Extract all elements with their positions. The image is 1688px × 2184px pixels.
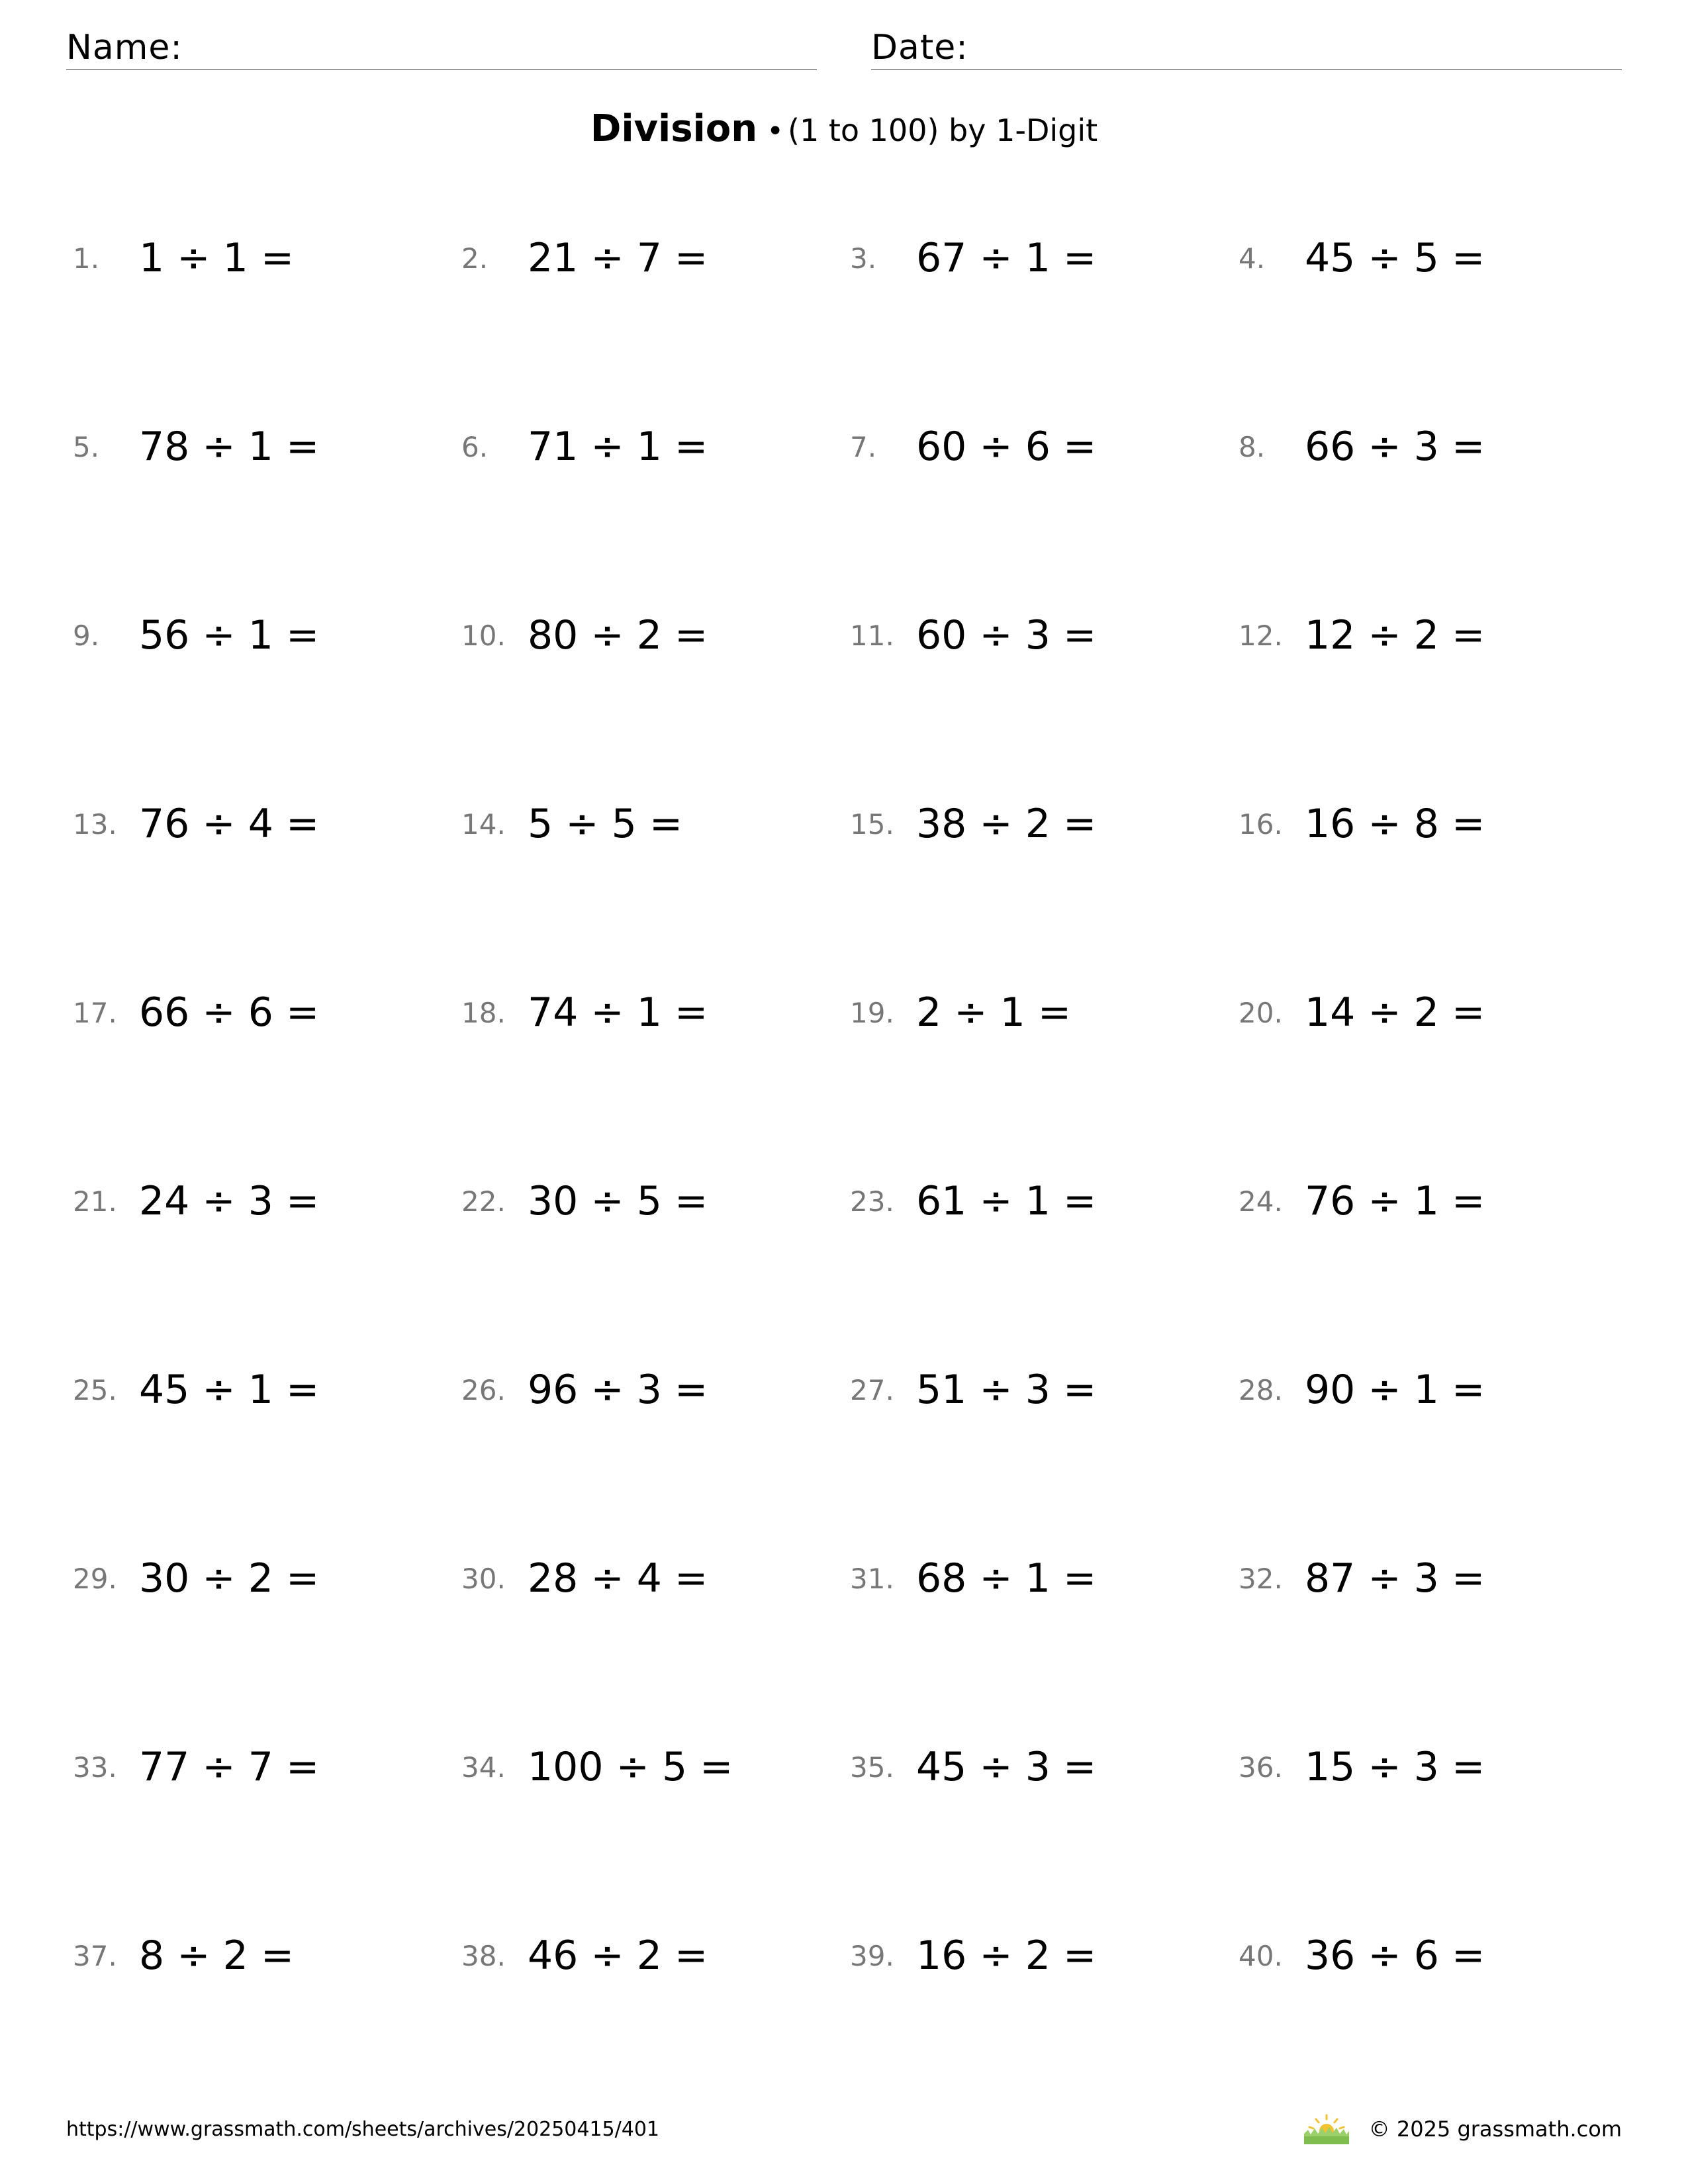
problem-expression: 80 ÷ 2 = — [528, 612, 708, 659]
copyright-text: © 2025 grassmath.com — [1368, 2116, 1622, 2142]
name-field[interactable] — [66, 24, 817, 70]
problem-number: 23. — [850, 1185, 894, 1218]
problem-item — [850, 414, 1239, 480]
problem-expression: 30 ÷ 5 = — [528, 1178, 708, 1224]
problem-number: 7. — [850, 430, 877, 463]
problem-number: 8. — [1239, 430, 1266, 463]
problem-expression: 12 ÷ 2 = — [1305, 612, 1485, 659]
problem-expression: 21 ÷ 7 = — [528, 235, 708, 281]
problem-expression: 45 ÷ 3 = — [916, 1744, 1097, 1790]
problem-item — [850, 1357, 1239, 1423]
problem-item — [461, 791, 850, 857]
problem-item — [73, 979, 461, 1046]
problem-expression: 71 ÷ 1 = — [528, 424, 708, 470]
problem-number: 36. — [1239, 1751, 1283, 1784]
problem-item — [73, 225, 461, 291]
problem-expression: 87 ÷ 3 = — [1305, 1555, 1485, 1602]
problem-number: 9. — [73, 619, 100, 652]
problem-number: 29. — [73, 1562, 117, 1595]
problem-expression: 56 ÷ 1 = — [139, 612, 320, 659]
footer-brand — [1303, 2113, 1622, 2146]
problem-number: 30. — [461, 1562, 506, 1595]
problem-expression: 66 ÷ 3 = — [1305, 424, 1485, 470]
problem-number: 33. — [73, 1751, 117, 1784]
problem-item — [850, 225, 1239, 291]
title-main: Division — [590, 107, 758, 150]
problem-grid — [73, 225, 1628, 2118]
problem-item — [1239, 791, 1627, 857]
problem-item — [1239, 1168, 1627, 1234]
problem-expression: 24 ÷ 3 = — [139, 1178, 320, 1224]
problem-expression: 77 ÷ 7 = — [139, 1744, 320, 1790]
footer-url: https://www.grassmath.com/sheets/archives/20250415/401 — [66, 2118, 660, 2141]
problem-expression: 36 ÷ 6 = — [1305, 1933, 1485, 1979]
problem-number: 28. — [1239, 1373, 1283, 1406]
problem-expression: 15 ÷ 3 = — [1305, 1744, 1485, 1790]
problem-number: 3. — [850, 242, 877, 275]
problem-expression: 14 ÷ 2 = — [1305, 989, 1485, 1036]
problem-expression: 60 ÷ 3 = — [916, 612, 1097, 659]
problem-number: 21. — [73, 1185, 117, 1218]
problem-number: 6. — [461, 430, 489, 463]
worksheet-title — [0, 106, 1688, 161]
date-field[interactable] — [871, 24, 1622, 70]
problem-item — [1239, 1923, 1627, 1989]
problem-item — [1239, 1357, 1627, 1423]
problem-expression: 45 ÷ 1 = — [139, 1367, 320, 1413]
problem-expression: 66 ÷ 6 = — [139, 989, 320, 1036]
problem-expression: 30 ÷ 2 = — [139, 1555, 320, 1602]
problem-item — [73, 1545, 461, 1612]
problem-number: 14. — [461, 807, 506, 841]
problem-item — [461, 1357, 850, 1423]
problem-expression: 67 ÷ 1 = — [916, 235, 1097, 281]
problem-item — [1239, 979, 1627, 1046]
title-separator: • — [767, 114, 784, 148]
problem-item — [1239, 1545, 1627, 1612]
problem-expression: 76 ÷ 1 = — [1305, 1178, 1485, 1224]
problem-expression: 76 ÷ 4 = — [139, 801, 320, 847]
problem-expression: 45 ÷ 5 = — [1305, 235, 1485, 281]
problem-expression: 90 ÷ 1 = — [1305, 1367, 1485, 1413]
problem-item — [461, 1734, 850, 1800]
problem-item — [73, 414, 461, 480]
problem-number: 27. — [850, 1373, 894, 1406]
problem-item — [850, 1545, 1239, 1612]
problem-item — [850, 791, 1239, 857]
problem-number: 4. — [1239, 242, 1266, 275]
problem-number: 13. — [73, 807, 117, 841]
problem-item — [461, 1168, 850, 1234]
problem-number: 22. — [461, 1185, 506, 1218]
problem-item — [1239, 225, 1627, 291]
problem-number: 11. — [850, 619, 894, 652]
title-subtitle: (1 to 100) by 1-Digit — [788, 113, 1098, 148]
problem-expression: 100 ÷ 5 = — [528, 1744, 733, 1790]
problem-number: 35. — [850, 1751, 894, 1784]
problem-item — [461, 602, 850, 668]
problem-number: 24. — [1239, 1185, 1283, 1218]
problem-expression: 46 ÷ 2 = — [528, 1933, 708, 1979]
problem-expression: 60 ÷ 6 = — [916, 424, 1097, 470]
problem-item — [73, 1923, 461, 1989]
problem-expression: 16 ÷ 2 = — [916, 1933, 1097, 1979]
problem-expression: 2 ÷ 1 = — [916, 989, 1072, 1036]
problem-number: 12. — [1239, 619, 1283, 652]
problem-number: 31. — [850, 1562, 894, 1595]
problem-number: 1. — [73, 242, 100, 275]
problem-item — [461, 1923, 850, 1989]
problem-item — [73, 1734, 461, 1800]
problem-number: 34. — [461, 1751, 506, 1784]
problem-number: 25. — [73, 1373, 117, 1406]
problem-expression: 16 ÷ 8 = — [1305, 801, 1485, 847]
problem-item — [850, 1168, 1239, 1234]
problem-number: 16. — [1239, 807, 1283, 841]
problem-number: 19. — [850, 996, 894, 1029]
name-label: Name: — [66, 28, 183, 68]
problem-item — [73, 602, 461, 668]
problem-expression: 78 ÷ 1 = — [139, 424, 320, 470]
problem-expression: 28 ÷ 4 = — [528, 1555, 708, 1602]
problem-item — [461, 979, 850, 1046]
problem-item — [850, 1923, 1239, 1989]
problem-number: 17. — [73, 996, 117, 1029]
problem-item — [461, 225, 850, 291]
problem-item — [1239, 414, 1627, 480]
problem-number: 39. — [850, 1939, 894, 1972]
problem-number: 10. — [461, 619, 506, 652]
problem-number: 40. — [1239, 1939, 1283, 1972]
problem-expression: 61 ÷ 1 = — [916, 1178, 1097, 1224]
problem-expression: 51 ÷ 3 = — [916, 1367, 1097, 1413]
problem-item — [1239, 602, 1627, 668]
problem-expression: 96 ÷ 3 = — [528, 1367, 708, 1413]
problem-item — [73, 1168, 461, 1234]
problem-expression: 68 ÷ 1 = — [916, 1555, 1097, 1602]
problem-number: 15. — [850, 807, 894, 841]
problem-item — [461, 414, 850, 480]
problem-expression: 74 ÷ 1 = — [528, 989, 708, 1036]
problem-expression: 1 ÷ 1 = — [139, 235, 295, 281]
problem-item — [850, 1734, 1239, 1800]
problem-item — [461, 1545, 850, 1612]
problem-number: 20. — [1239, 996, 1283, 1029]
problem-item — [850, 602, 1239, 668]
problem-number: 37. — [73, 1939, 117, 1972]
problem-expression: 5 ÷ 5 = — [528, 801, 683, 847]
problem-number: 38. — [461, 1939, 506, 1972]
problem-number: 2. — [461, 242, 489, 275]
problem-item — [1239, 1734, 1627, 1800]
problem-expression: 38 ÷ 2 = — [916, 801, 1097, 847]
problem-number: 18. — [461, 996, 506, 1029]
problem-number: 5. — [73, 430, 100, 463]
date-label: Date: — [871, 28, 968, 68]
problem-expression: 8 ÷ 2 = — [139, 1933, 295, 1979]
problem-number: 32. — [1239, 1562, 1283, 1595]
problem-number: 26. — [461, 1373, 506, 1406]
worksheet-header — [66, 24, 1622, 70]
grass-sun-logo-icon — [1303, 2114, 1350, 2144]
problem-item — [850, 979, 1239, 1046]
problem-item — [73, 1357, 461, 1423]
problem-item — [73, 791, 461, 857]
